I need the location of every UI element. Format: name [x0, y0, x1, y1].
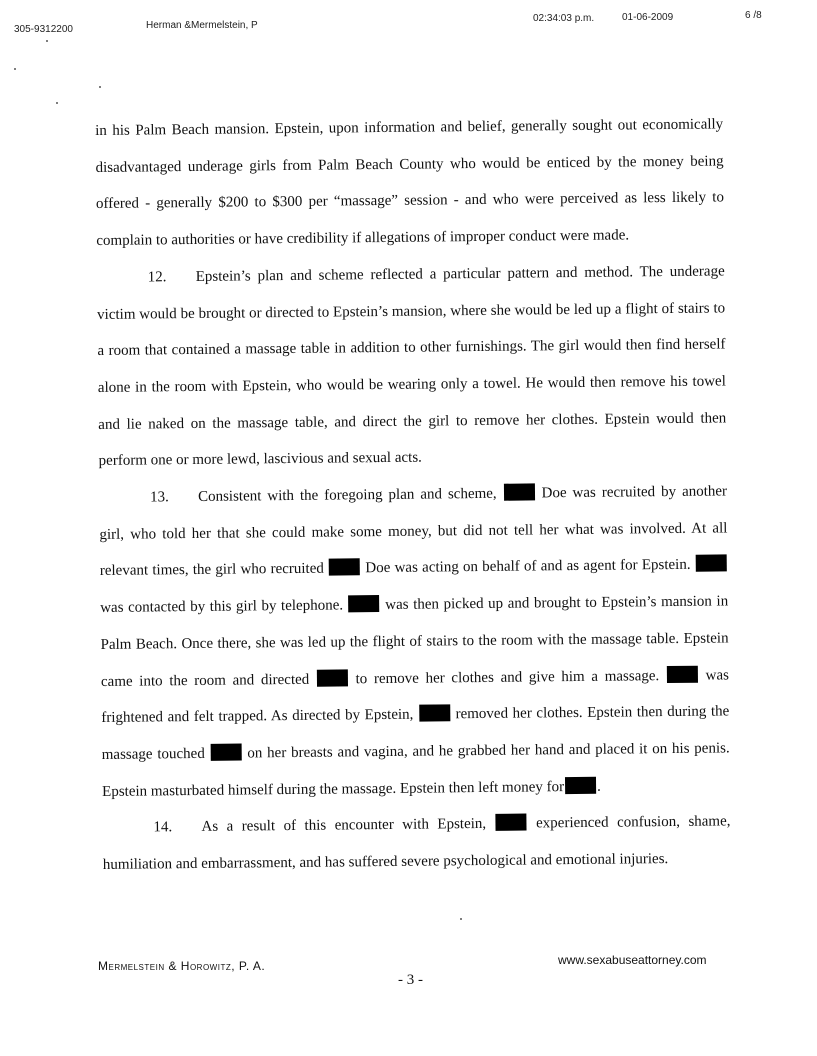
scan-speck — [56, 102, 58, 104]
fax-phone-number: 305-9312200 — [14, 24, 73, 35]
redaction-box — [496, 814, 527, 831]
paragraph-text: on her breasts and vagina, and he grabbed her hand and placed it on his penis. Epstein masturbated himself during the massage. Epstein then left money for — [102, 740, 730, 800]
firm-website: www.sexabuseattorney.com — [558, 953, 707, 967]
redaction-box — [349, 595, 380, 612]
fax-page-count: 6 /8 — [745, 10, 762, 21]
paragraph-text: Doe was recruited by another girl, who told her that she could make some money, but did not tell her what was involved. At all relevant times, the girl who recruited — [99, 483, 728, 580]
paragraph-text: removed her clothes. Epstein then during the massage touched — [101, 703, 730, 763]
paragraph-number: 14. — [153, 819, 173, 836]
fax-time: 02:34:03 p.m. — [533, 13, 595, 24]
redaction-box — [419, 705, 450, 722]
scan-speck — [14, 68, 16, 70]
scan-speck — [99, 86, 101, 88]
redaction-box — [329, 559, 360, 576]
redaction-box — [696, 555, 727, 572]
fax-date: 01-06-2009 — [622, 12, 674, 23]
document-body — [95, 106, 731, 883]
paragraph-text: . — [596, 778, 601, 795]
scan-speck — [460, 918, 462, 920]
paragraph-text: experienced confusion, shame, humiliation and embarrassment, and has suffered severe psychological and emotional injuries. — [102, 813, 731, 874]
page-number: - 3 - — [398, 972, 423, 988]
paragraph-number: 12. — [147, 269, 167, 286]
paragraph-continued — [95, 106, 725, 259]
paragraph-text: was frightened and felt trapped. As directed by Epstein, — [101, 666, 730, 727]
paragraph-text: Doe was acting on behalf of and as agent for Epstein. — [365, 557, 691, 577]
paragraph-13 — [99, 473, 730, 810]
redaction-box — [503, 483, 534, 500]
paragraph-text: Consistent with the foregoing plan and scheme, — [197, 485, 497, 505]
paragraph-12 — [97, 253, 727, 480]
paragraph-text: in his Palm Beach mansion. Epstein, upon information and belief, generally sought out economically disadvantaged underage girls from Palm Beach County who would be enticed by the money being offered - generally $200 to $300 per “massage” session - and who were perceived as less likely to complain to authorities or have credibility if allegations of improper conduct were made. — [95, 116, 725, 250]
paragraph-text: As a result of this encounter with Epstein, — [201, 816, 487, 836]
redaction-box — [317, 669, 348, 686]
redaction-box — [210, 743, 241, 760]
paragraph-text: was contacted by this girl by telephone. — [100, 597, 344, 617]
paragraph-number: 13. — [149, 489, 169, 506]
paragraph-text: to remove her clothes and give him a massage. — [355, 667, 660, 687]
fax-sender: Herman &Mermelstein, P — [146, 20, 258, 31]
paragraph-14 — [102, 804, 731, 884]
paragraph-text: was then picked up and brought to Epstein’s mansion in Palm Beach. Once there, she was led up the flight of stairs to the room with the massage table. Epstein came into the room and directed — [100, 593, 729, 690]
scan-speck — [46, 40, 48, 42]
paragraph-text: Epstein’s plan and scheme reflected a particular pattern and method. The underage victim would be brought or directed to Epstein’s mansion, where she would be led up a flight of stairs to a room that contained a massage table in addition to other furnishings. The girl would then find herself alone in the room with Epstein, who would be wearing only a towel. He would then remove his towel and lie naked on the massage table, and direct the girl to remove her clothes. Epstein would then perform one or more lewd, lascivious and sexual acts. — [97, 263, 727, 470]
redaction-box — [667, 665, 698, 682]
redaction-box — [565, 776, 596, 793]
law-firm-name: Mermelstein & Horowitz, P. A. — [98, 959, 266, 973]
